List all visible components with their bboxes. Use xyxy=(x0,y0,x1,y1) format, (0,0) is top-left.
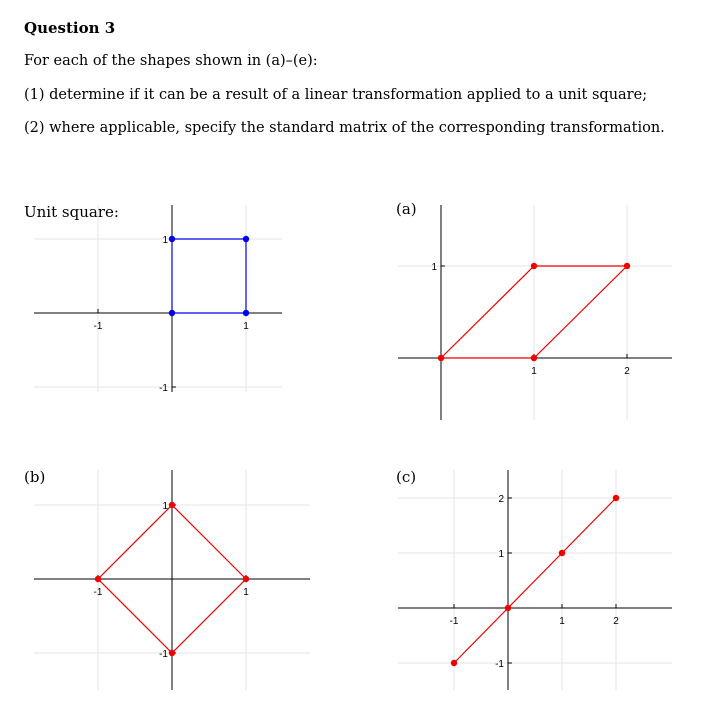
plot-c-ytick-label: -1 xyxy=(495,659,504,670)
plot-a-xtick-label: 1 xyxy=(531,366,537,377)
plot-a-label: (a) xyxy=(396,200,417,218)
plot-unit-xtick-label: -1 xyxy=(93,321,103,332)
plot-c-shape xyxy=(454,498,616,663)
plot-unit-shape xyxy=(172,239,246,313)
plot-c-point xyxy=(613,495,619,501)
plot-c-xtick-label: -1 xyxy=(449,616,459,627)
plot-unit-point xyxy=(243,236,249,242)
plot-b-ytick-label: 1 xyxy=(162,501,168,512)
plot-b-xtick-label: 1 xyxy=(243,587,249,598)
plot-unit-xtick-label: 1 xyxy=(243,321,249,332)
plot-b-point xyxy=(169,502,175,508)
plot-b-xtick-label: -1 xyxy=(93,587,103,598)
plot-a-xtick-label: 2 xyxy=(624,366,630,377)
plot-b-point xyxy=(95,576,101,582)
plot-unit-point xyxy=(169,310,175,316)
plot-unit-ytick-label: 1 xyxy=(162,235,168,246)
plot-c-xtick-label: 1 xyxy=(559,616,565,627)
plot-b-ytick-label: -1 xyxy=(159,649,168,660)
plot-a-ytick-label: 1 xyxy=(431,262,437,273)
plot-c-point xyxy=(559,550,565,556)
plot-c-label: (c) xyxy=(396,468,417,486)
plot-b-label: (b) xyxy=(24,468,46,486)
question-intro: For each of the shapes shown in (a)–(e): xyxy=(24,53,318,69)
plot-c-point xyxy=(505,605,511,611)
plot-c-ytick-label: 1 xyxy=(498,549,504,560)
plot-a-point xyxy=(531,263,537,269)
plot-a-point xyxy=(531,355,537,361)
unit-square-label: Unit square: xyxy=(24,203,119,221)
question-title: Question 3 xyxy=(24,19,116,37)
plot-c-point xyxy=(451,660,457,666)
plot-unit-point xyxy=(169,236,175,242)
plot-a-point xyxy=(624,263,630,269)
plot-c-ytick-label: 2 xyxy=(498,494,504,505)
plot-b-point xyxy=(243,576,249,582)
plot-unit-point xyxy=(243,310,249,316)
question-part-1: (1) determine if it can be a result of a linear transformation applied to a unit square; xyxy=(24,87,648,103)
plot-c-xtick-label: 2 xyxy=(613,616,619,627)
plot-a-point xyxy=(438,355,444,361)
plot-b-point xyxy=(169,650,175,656)
plot-unit-ytick-label: -1 xyxy=(159,383,168,394)
question-part-2: (2) where applicable, specify the standard matrix of the corresponding transformation. xyxy=(24,120,665,136)
